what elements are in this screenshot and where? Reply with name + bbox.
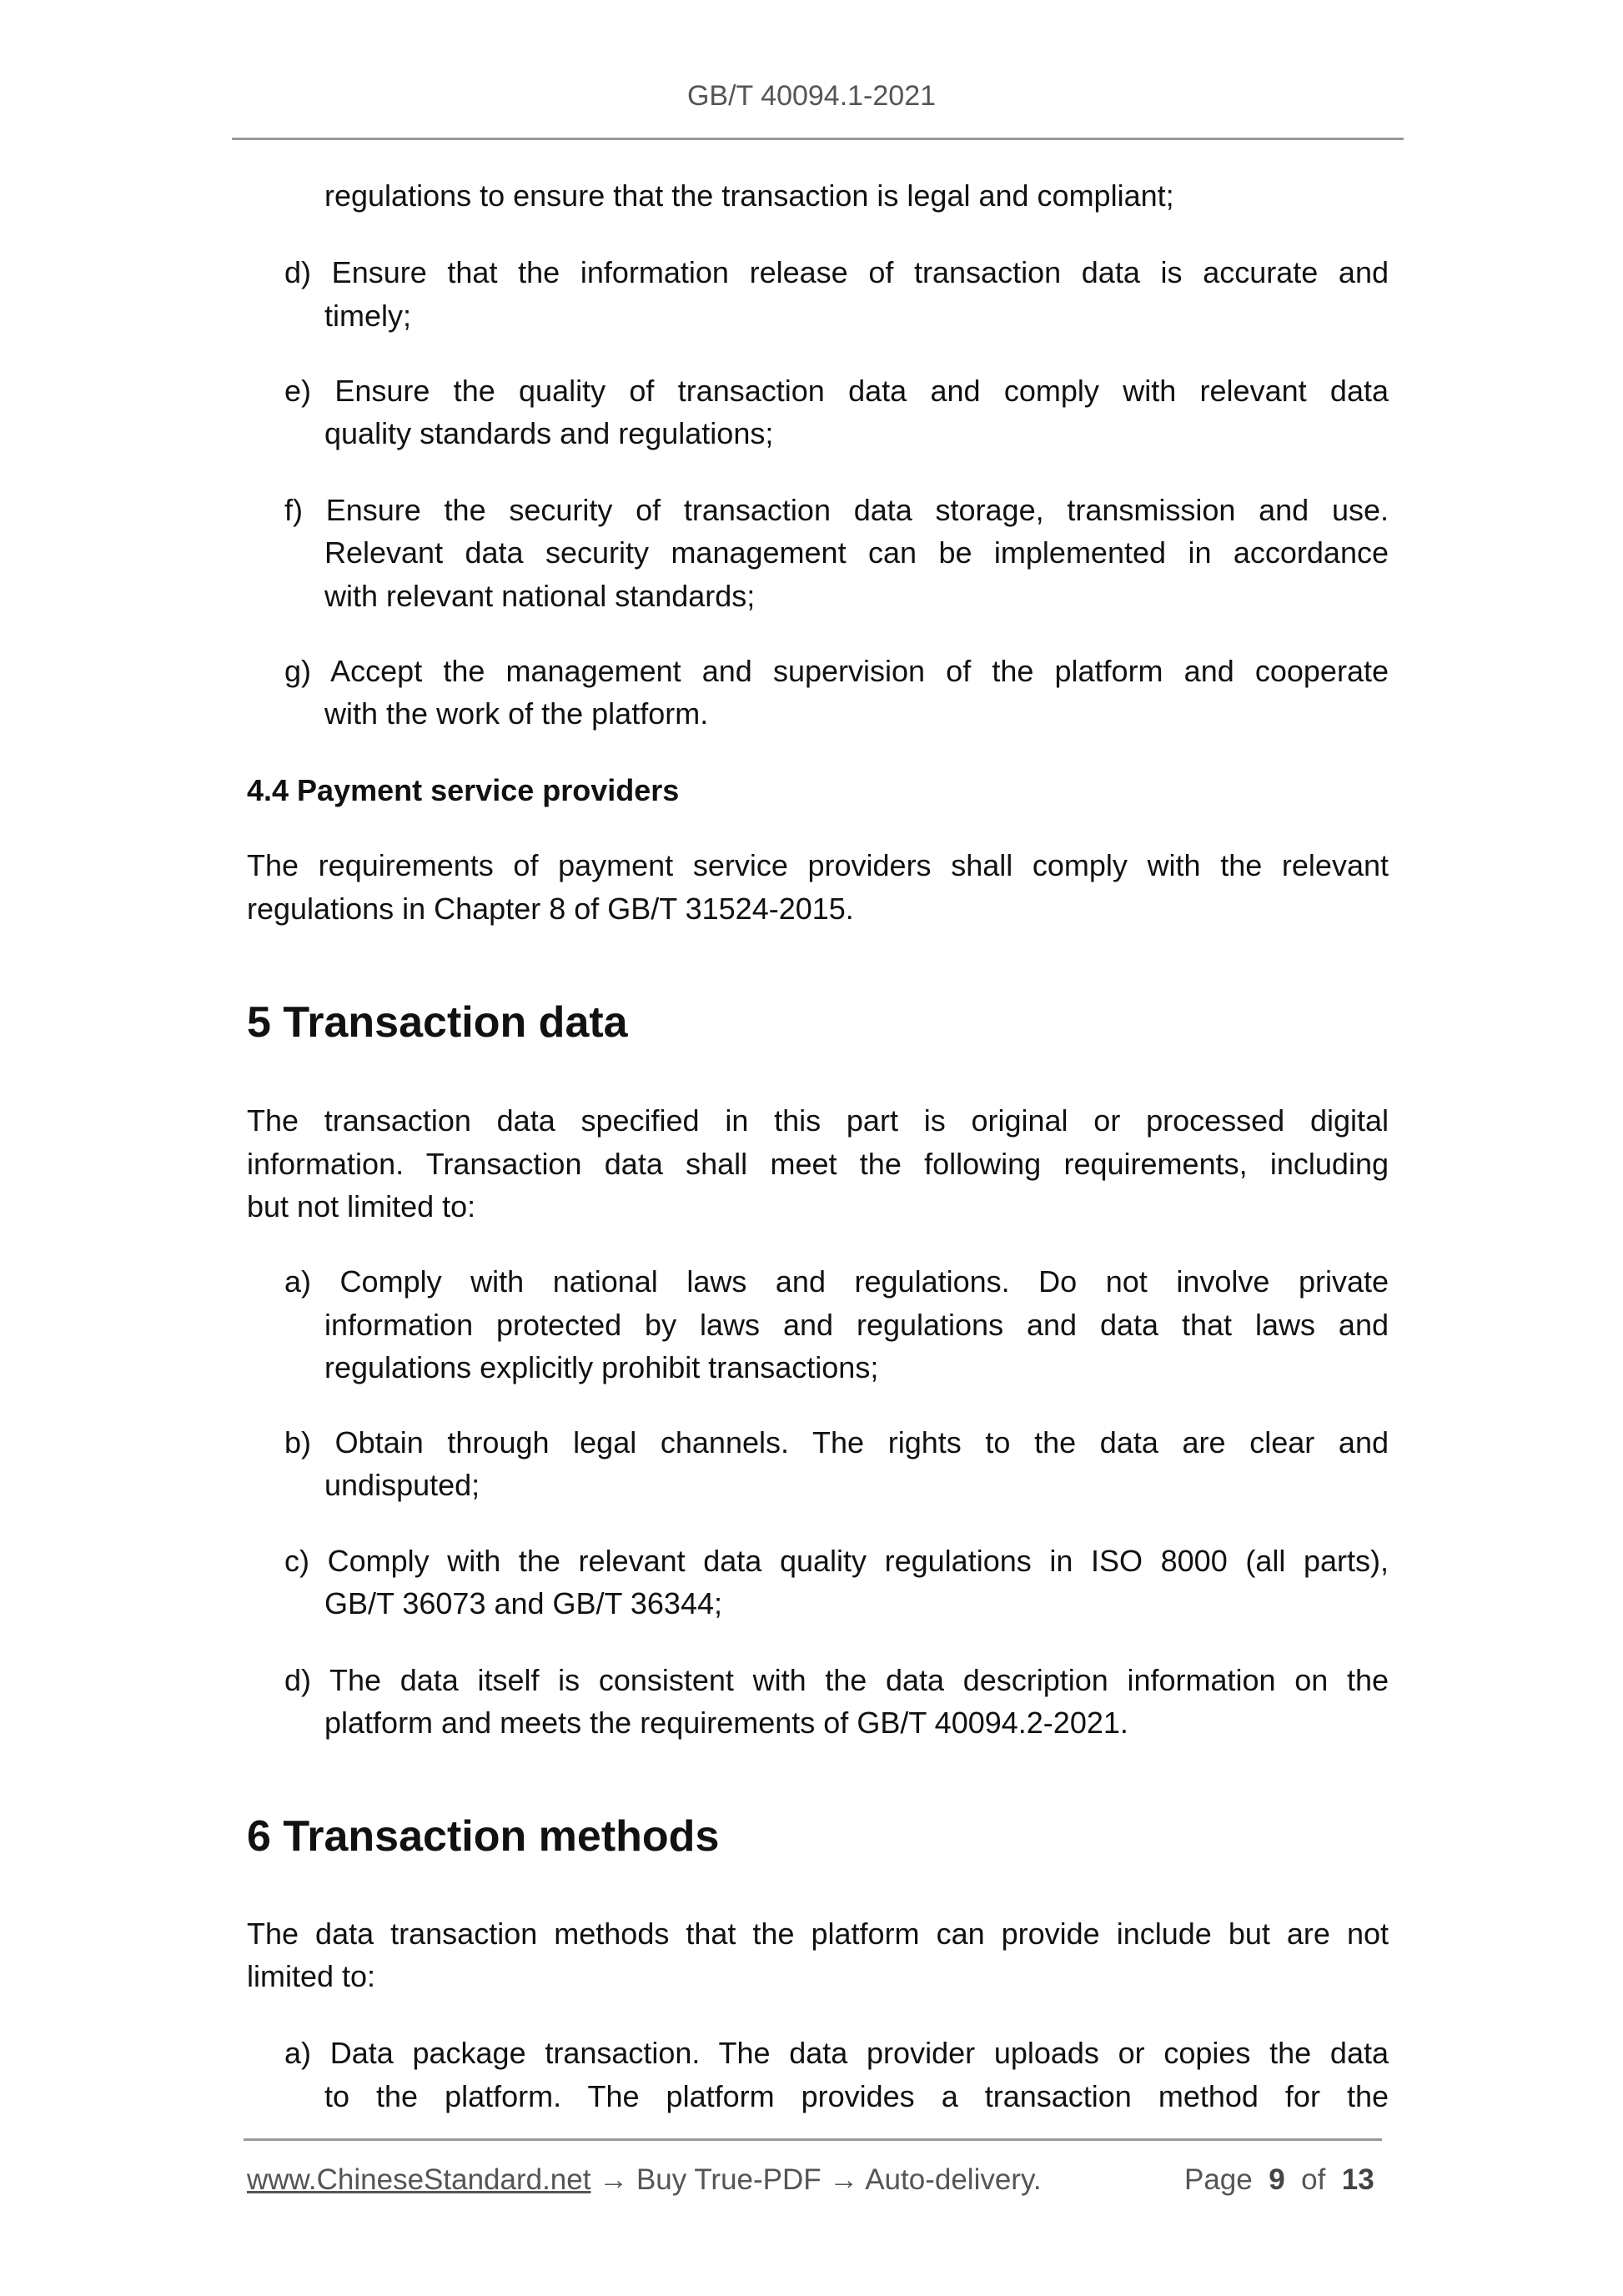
- list-item-cont: GB/T 36073 and GB/T 36344;: [324, 1586, 722, 1620]
- list-item: c) Comply with the relevant data quality regulations in ISO 8000 (all parts),: [284, 1544, 1389, 1578]
- buy-text: Buy True-PDF: [636, 2163, 822, 2196]
- list-item-cont: with relevant national standards;: [324, 579, 756, 613]
- list-item: g) Accept the management and supervision of the platform and cooperate: [284, 654, 1389, 688]
- list-item: d) The data itself is consistent with the data description information on the: [284, 1663, 1389, 1697]
- list-item-cont: to the platform. The platform provides a transaction method for the: [324, 2079, 1389, 2113]
- list-item-cont: quality standards and regulations;: [324, 416, 774, 450]
- list-item-cont: information protected by laws and regulations and data that laws and: [324, 1308, 1389, 1342]
- of-label: of: [1301, 2163, 1326, 2196]
- list-item: d) Ensure that the information release of transaction data is accurate and: [284, 255, 1389, 289]
- list-item-cont: with the work of the platform.: [324, 696, 709, 731]
- current-page: 9: [1269, 2163, 1285, 2196]
- list-item: f) Ensure the security of transaction data storage, transmission and use.: [284, 493, 1389, 527]
- auto-delivery-text: Auto-delivery.: [865, 2163, 1042, 2196]
- list-item-cont: platform and meets the requirements of GB/T 40094.2-2021.: [324, 1706, 1128, 1740]
- footer-divider: [244, 2138, 1382, 2141]
- section-heading-6: 6 Transaction methods: [247, 1812, 720, 1861]
- arrow-right-icon: →: [599, 2163, 629, 2196]
- header-divider: [232, 138, 1404, 140]
- paragraph: but not limited to:: [247, 1189, 476, 1223]
- website-link[interactable]: www.ChineseStandard.net: [247, 2163, 591, 2196]
- list-item: a) Data package transaction. The data provider uploads or copies the data: [284, 2036, 1389, 2070]
- running-header: GB/T 40094.1-2021: [686, 80, 937, 112]
- footer-promo: [247, 2162, 1042, 2198]
- page-number: [1184, 2162, 1374, 2198]
- list-item-cont: undisputed;: [324, 1468, 480, 1502]
- paragraph: information. Transaction data shall meet the following requirements, including: [247, 1147, 1389, 1181]
- section-heading-4-4: 4.4 Payment service providers: [247, 773, 680, 807]
- list-item: b) Obtain through legal channels. The rights to the data are clear and: [284, 1425, 1389, 1459]
- paragraph: The requirements of payment service providers shall comply with the relevant: [247, 848, 1389, 882]
- section-heading-5: 5 Transaction data: [247, 998, 628, 1047]
- list-item-cont: timely;: [324, 299, 412, 333]
- list-item: a) Comply with national laws and regulations. Do not involve private: [284, 1264, 1389, 1299]
- paragraph: limited to:: [247, 1959, 376, 1993]
- page-label: Page: [1184, 2163, 1253, 2196]
- paragraph: The transaction data specified in this part is original or processed digital: [247, 1103, 1389, 1138]
- total-pages: 13: [1341, 2163, 1374, 2196]
- list-item-cont: Relevant data security management can be implemented in accordance: [324, 535, 1389, 570]
- paragraph: regulations in Chapter 8 of GB/T 31524-2015.: [247, 892, 854, 926]
- list-item: e) Ensure the quality of transaction data and comply with relevant data: [284, 374, 1389, 408]
- continued-text: regulations to ensure that the transaction is legal and compliant;: [324, 178, 1174, 213]
- paragraph: The data transaction methods that the platform can provide include but are not: [247, 1917, 1389, 1951]
- arrow-right-icon: →: [829, 2163, 859, 2196]
- list-item-cont: regulations explicitly prohibit transactions;: [324, 1350, 879, 1384]
